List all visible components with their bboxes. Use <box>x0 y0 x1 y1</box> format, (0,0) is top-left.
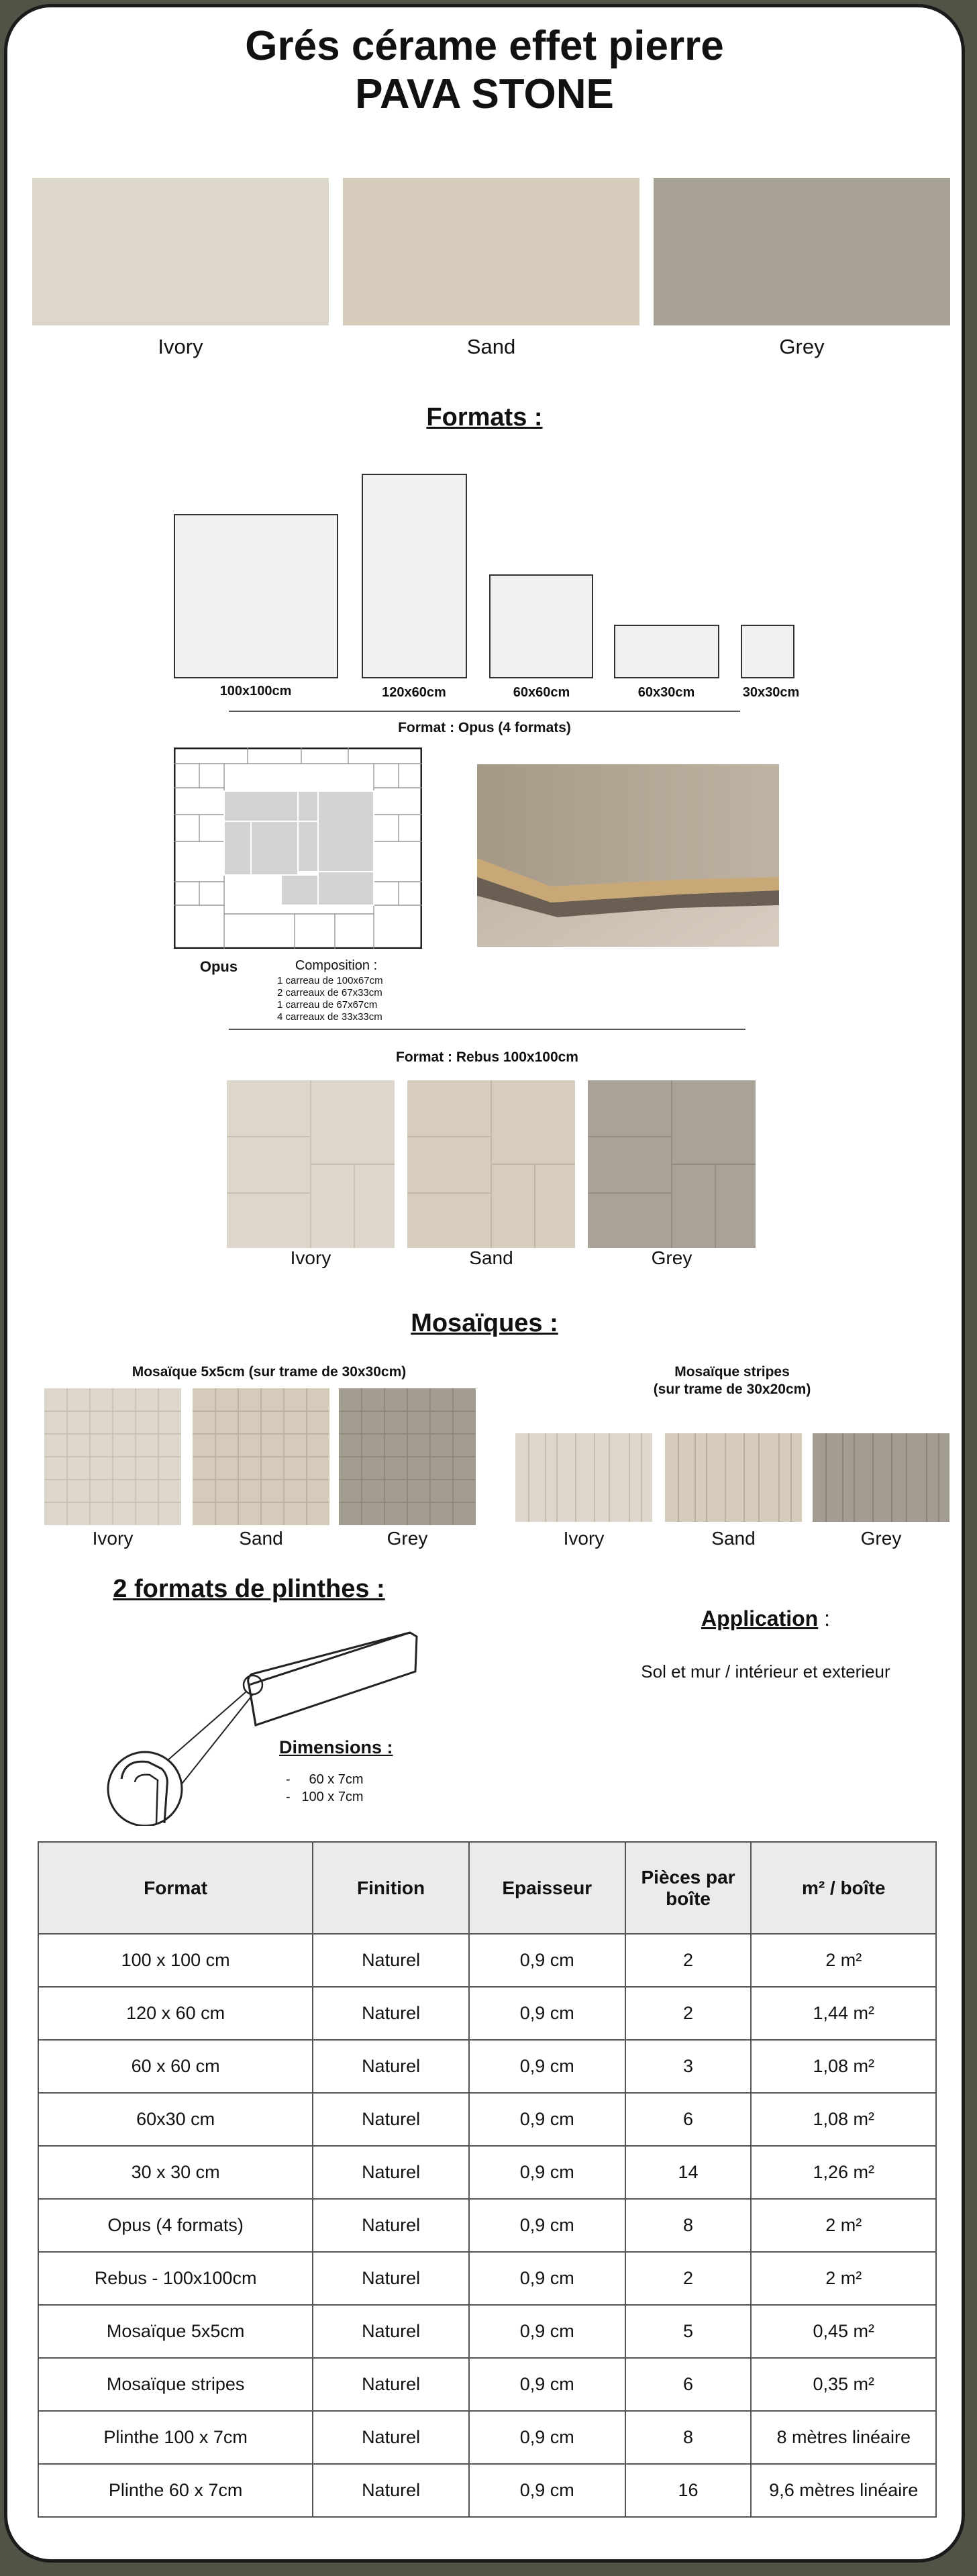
format-60x30 <box>614 625 719 678</box>
cell: 60x30 cm <box>38 2093 313 2146</box>
table-row <box>38 2411 936 2464</box>
cell: 6 <box>625 2358 752 2411</box>
cell: 2 m² <box>751 2252 936 2305</box>
cell: 0,9 cm <box>469 2464 625 2517</box>
rebus-tile-ivory <box>227 1080 395 1248</box>
format-label-120x60: 120x60cm <box>382 685 446 700</box>
col-header-pieces: Pièces par boîte <box>625 1842 752 1934</box>
opus-edge-photo <box>477 764 779 947</box>
mosaic-5x5-ivory <box>44 1388 181 1525</box>
dimension-item: - 100 x 7cm <box>286 1790 364 1804</box>
mosaic-5x5-label-grey: Grey <box>387 1528 428 1549</box>
mosaic-5x5-sand <box>193 1388 329 1525</box>
composition-item: 1 carreau de 67x67cm <box>277 999 378 1011</box>
opus-title: Format : Opus (4 formats) <box>398 720 571 735</box>
format-100x100 <box>174 514 338 678</box>
cell: Opus (4 formats) <box>38 2199 313 2252</box>
table-row <box>38 1987 936 2040</box>
cell: 8 <box>625 2411 752 2464</box>
cell: Naturel <box>313 2358 469 2411</box>
rebus-label-sand: Sand <box>469 1247 513 1268</box>
cell: Naturel <box>313 2464 469 2517</box>
format-30x30 <box>741 625 794 678</box>
mosaic-stripes-title-1: Mosaïque stripes <box>674 1364 790 1380</box>
cell: 60 x 60 cm <box>38 2040 313 2093</box>
cell: Naturel <box>313 2305 469 2358</box>
cell: 8 <box>625 2199 752 2252</box>
cell: Naturel <box>313 2252 469 2305</box>
table-row <box>38 2252 936 2305</box>
cell: 1,44 m² <box>751 1987 936 2040</box>
format-label-60x30: 60x30cm <box>637 685 695 700</box>
mosaic-5x5-label-sand: Sand <box>239 1528 283 1549</box>
mosaic-5x5-title: Mosaïque 5x5cm (sur trame de 30x30cm) <box>132 1364 407 1380</box>
cell: 2 <box>625 1987 752 2040</box>
divider <box>229 1029 745 1030</box>
cell: 0,9 cm <box>469 2040 625 2093</box>
cell: Plinthe 100 x 7cm <box>38 2411 313 2464</box>
cell: Naturel <box>313 2040 469 2093</box>
rebus-tile-grey <box>588 1080 756 1248</box>
cell: Naturel <box>313 1987 469 2040</box>
table-row <box>38 2305 936 2358</box>
dimension-item: - 60 x 7cm <box>286 1772 364 1787</box>
application-suffix: : <box>818 1606 830 1631</box>
cell: Mosaïque stripes <box>38 2358 313 2411</box>
mosaic-stripes-label-ivory: Ivory <box>563 1528 605 1549</box>
cell: 5 <box>625 2305 752 2358</box>
cell: 100 x 100 cm <box>38 1934 313 1987</box>
cell: 0,9 cm <box>469 2252 625 2305</box>
swatch-ivory <box>32 178 329 325</box>
col-header-m2: m² / boîte <box>751 1842 936 1934</box>
format-label-30x30: 30x30cm <box>742 685 800 700</box>
mosaic-5x5-label-ivory: Ivory <box>92 1528 134 1549</box>
color-label-grey: Grey <box>779 335 825 358</box>
cell: 0,45 m² <box>751 2305 936 2358</box>
cell: Naturel <box>313 2146 469 2199</box>
mosaic-stripes-label-sand: Sand <box>711 1528 756 1549</box>
cell: 9,6 mètres linéaire <box>751 2464 936 2517</box>
cell: 16 <box>625 2464 752 2517</box>
col-header-epaisseur: Epaisseur <box>469 1842 625 1934</box>
color-label-sand: Sand <box>466 335 516 358</box>
composition-item: 1 carreau de 100x67cm <box>277 975 383 986</box>
table-row <box>38 1934 936 1987</box>
rebus-label-ivory: Ivory <box>290 1247 331 1268</box>
plinth-diagram <box>95 1625 423 1826</box>
format-label-100x100: 100x100cm <box>219 684 292 699</box>
application-text: Sol et mur / intérieur et exterieur <box>641 1661 890 1682</box>
cell: Naturel <box>313 1934 469 1987</box>
cell: Mosaïque 5x5cm <box>38 2305 313 2358</box>
cell: 1,08 m² <box>751 2093 936 2146</box>
mosaic-stripes-ivory <box>515 1433 652 1522</box>
cell: 14 <box>625 2146 752 2199</box>
composition-title: Composition : <box>295 958 378 973</box>
cell: 0,9 cm <box>469 2146 625 2199</box>
cell: Naturel <box>313 2411 469 2464</box>
rebus-tile-sand <box>407 1080 575 1248</box>
table-row <box>38 2358 936 2411</box>
cell: 0,9 cm <box>469 2358 625 2411</box>
mosaic-5x5-grey <box>339 1388 476 1525</box>
cell: Plinthe 60 x 7cm <box>38 2464 313 2517</box>
cell: 0,9 cm <box>469 2093 625 2146</box>
cell: 1,08 m² <box>751 2040 936 2093</box>
dimensions-title: Dimensions : <box>279 1737 393 1757</box>
mosaic-stripes-grey <box>813 1433 949 1522</box>
opus-layout-diagram <box>174 748 422 949</box>
cell: 2 <box>625 1934 752 1987</box>
cell: 30 x 30 cm <box>38 2146 313 2199</box>
cell: 0,35 m² <box>751 2358 936 2411</box>
mosaic-stripes-label-grey: Grey <box>860 1528 902 1549</box>
table-row <box>38 2040 936 2093</box>
mosaic-stripes-sand <box>665 1433 802 1522</box>
composition-item: 4 carreaux de 33x33cm <box>277 1011 382 1023</box>
plinthes-heading: 2 formats de plinthes : <box>113 1575 385 1603</box>
cell: 0,9 cm <box>469 2305 625 2358</box>
color-label-ivory: Ivory <box>158 335 203 358</box>
cell: 2 m² <box>751 1934 936 1987</box>
cell: 0,9 cm <box>469 2199 625 2252</box>
cell: 0,9 cm <box>469 1934 625 1987</box>
cell: 3 <box>625 2040 752 2093</box>
col-header-format: Format <box>38 1842 313 1934</box>
table-row <box>38 2199 936 2252</box>
divider <box>229 711 740 712</box>
application-title: Application <box>701 1606 819 1631</box>
formats-heading: Formats : <box>426 403 543 431</box>
col-header-finition: Finition <box>313 1842 469 1934</box>
product-sheet <box>4 4 965 2563</box>
cell: 120 x 60 cm <box>38 1987 313 2040</box>
application-heading <box>571 1606 960 1631</box>
title-line-2: PAVA STONE <box>355 71 614 117</box>
cell: 2 m² <box>751 2199 936 2252</box>
cell: Rebus - 100x100cm <box>38 2252 313 2305</box>
cell: Naturel <box>313 2093 469 2146</box>
cell: 1,26 m² <box>751 2146 936 2199</box>
cell: 8 mètres linéaire <box>751 2411 936 2464</box>
cell: 0,9 cm <box>469 2411 625 2464</box>
mosaiques-heading: Mosaïques : <box>411 1309 558 1337</box>
opus-label: Opus <box>199 958 238 975</box>
swatch-grey <box>654 178 950 325</box>
format-60x60 <box>489 574 593 678</box>
rebus-label-grey: Grey <box>651 1247 692 1268</box>
format-120x60 <box>362 474 467 678</box>
cell: 0,9 cm <box>469 1987 625 2040</box>
composition-item: 2 carreaux de 67x33cm <box>277 987 382 998</box>
format-label-60x60: 60x60cm <box>513 685 570 700</box>
cell: 2 <box>625 2252 752 2305</box>
table-row <box>38 2146 936 2199</box>
cell: 6 <box>625 2093 752 2146</box>
table-row <box>38 2093 936 2146</box>
spec-table <box>38 1841 937 2518</box>
table-header-row <box>38 1842 936 1934</box>
cell: Naturel <box>313 2199 469 2252</box>
rebus-title: Format : Rebus 100x100cm <box>396 1049 578 1065</box>
swatch-sand <box>343 178 639 325</box>
mosaic-stripes-title-2: (sur trame de 30x20cm) <box>653 1382 811 1397</box>
table-row <box>38 2464 936 2517</box>
title-line-1: Grés cérame effet pierre <box>245 23 724 69</box>
